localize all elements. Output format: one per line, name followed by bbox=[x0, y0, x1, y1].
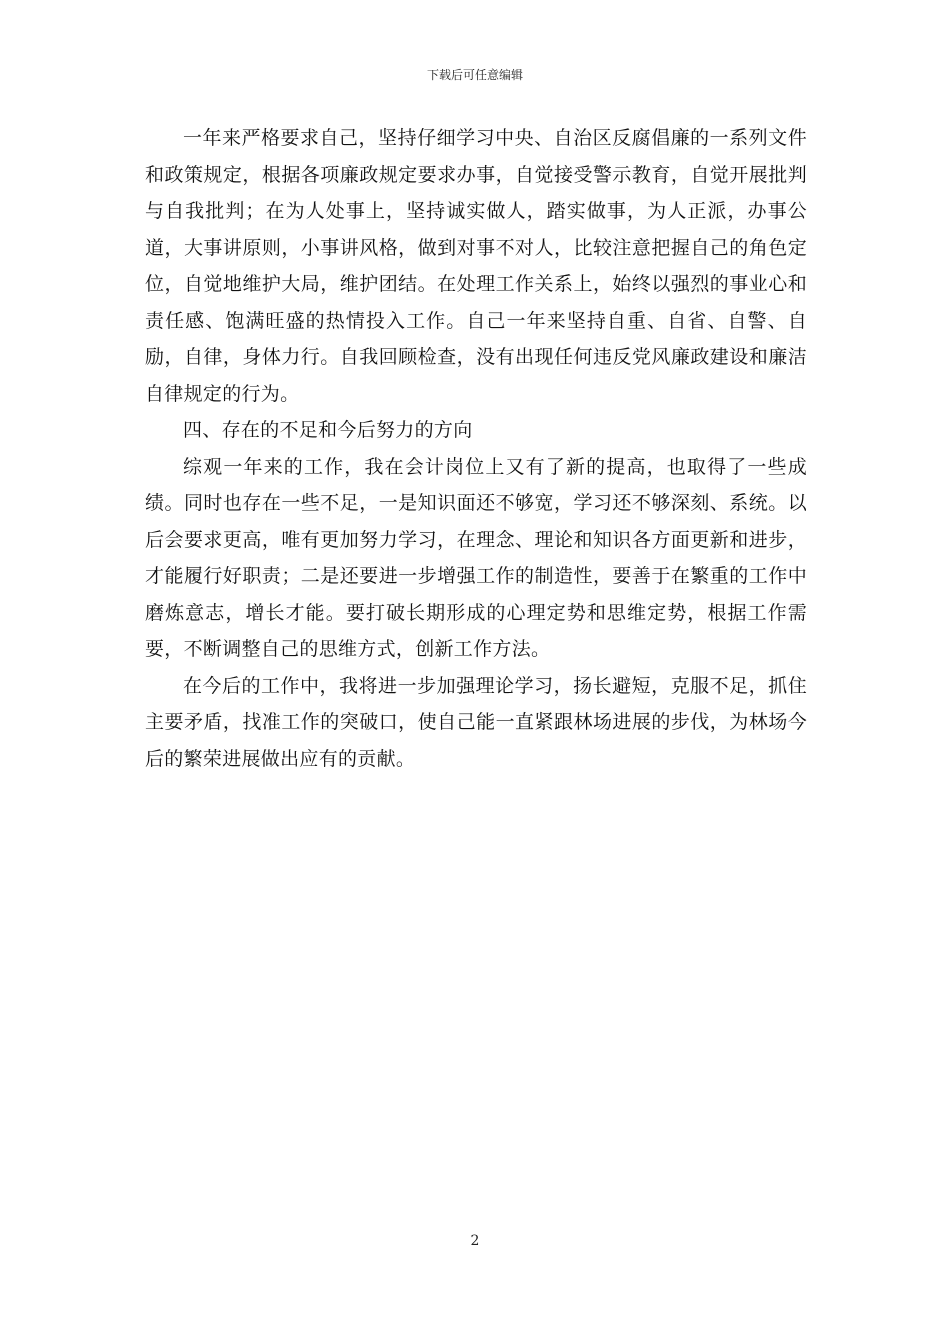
paragraph-shortcomings: 综观一年来的工作，我在会计岗位上又有了新的提高，也取得了一些成绩。同时也存在一些不足，一是知识面还不够宽，学习还不够深刻、系统。以后会要求更高，唯有更加努力学习，在理念、理论和知识各方面更新和进步，才能履行好职责；二是还要进一步增强工作的制造性，要善于在繁重的工作中磨炼意志，增长才能。要打破长期形成的心理定势和思维定势，根据工作需要，不断调整自己的思维方式，创新工作方法。 bbox=[145, 455, 807, 660]
page-header-note: 下载后可任意编辑 bbox=[426, 68, 523, 82]
paragraph-integrity-self-discipline: 一年来严格要求自己，坚持仔细学习中央、自治区反腐倡廉的一系列文件和政策规定，根据各项廉政规定要求办事，自觉接受警示教育，自觉开展批判与自我批判；在为人处事上，坚持诚实做人，踏实做事，为人正派，办事公道，大事讲原则，小事讲风格，做到对事不对人，比较注意把握自己的角色定位，自觉地维护大局，维护团结。在处理工作关系上，始终以强烈的事业心和责任感、饱满旺盛的热情投入工作。自己一年来坚持自重、自省、自警、自励，自律，身体力行。自我回顾检查，没有出现任何违反党风廉政建设和廉洁自律规定的行为。 bbox=[145, 127, 807, 405]
section-heading-shortcomings: 四、存在的不足和今后努力的方向 bbox=[183, 419, 473, 441]
document-body bbox=[145, 120, 807, 777]
paragraph-future-work: 在今后的工作中，我将进一步加强理论学习，扬长避短，克服不足，抓住主要矛盾，找准工作的突破口，使自己能一直紧跟林场进展的步伐，为林场今后的繁荣进展做出应有的贡献。 bbox=[145, 674, 807, 770]
page-number: 2 bbox=[470, 1233, 480, 1249]
